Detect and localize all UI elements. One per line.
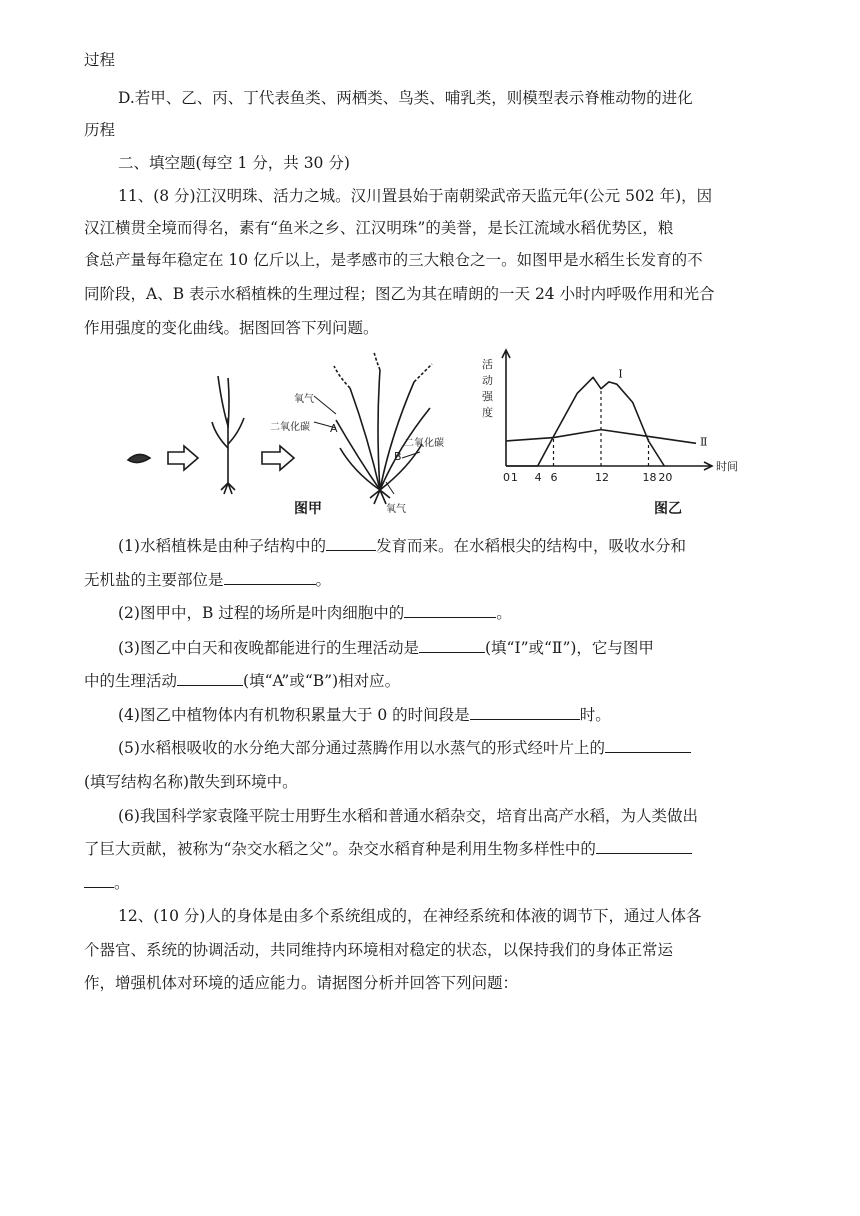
series-label-1: Ⅰ <box>618 367 623 381</box>
series-label-2: Ⅱ <box>700 435 708 449</box>
q11-item-5-cont: (填写结构名称)散失到环境中。 <box>84 773 298 791</box>
q12-stem-line: 12、(10 分)人的身体是由多个系统组成的，在神经系统和体液的调节下，通过人体各 <box>118 907 702 925</box>
q11-item-1-cont: 无机盐的主要部位是 。 <box>84 571 332 589</box>
q11-item-5: (5)水稻根吸收的水分绝大部分通过蒸腾作用以水蒸气的形式经叶片上的 <box>118 738 691 758</box>
label-process-b: B <box>394 450 402 463</box>
q11-stem-line: 同阶段，A、B 表示水稻植株的生理过程；图乙为其在晴朗的一天 24 小时内呼吸作用和光合 <box>84 285 715 303</box>
seed-icon <box>128 454 150 462</box>
x-tick-label: 20 <box>658 471 673 484</box>
q11-stem-line: 11、(8 分)江汉明珠、活力之城。汉川置县始于南朝梁武帝天监元年(公元 502 年)，因 <box>118 187 713 205</box>
arrow-right-icon <box>262 446 294 470</box>
label-co2-left: 二氧化碳 <box>270 422 310 433</box>
q11-figure <box>118 348 738 520</box>
x-axis-label: 时间 <box>716 460 738 473</box>
q11-item-4: (4)图乙中植物体内有机物积累量大于 0 的时间段是 时。 <box>118 706 611 724</box>
series-line-1 <box>506 377 664 466</box>
figure-svg <box>118 348 738 520</box>
q11-item-6-tail: 。 <box>84 873 130 893</box>
figure-yi-chart <box>482 350 738 484</box>
q11-item-3-cont: 中的生理活动 (填“A”或“B”)相对应。 <box>84 672 401 690</box>
answer-blank[interactable] <box>419 638 485 653</box>
seedling-icon <box>212 376 244 494</box>
label-co2-right: 二氧化碳 <box>404 438 444 449</box>
q11-stem-line: 食总产量每年稳定在 10 亿斤以上，是孝感市的三大粮仓之一。如图甲是水稻生长发育的不 <box>84 251 703 269</box>
x-tick-label: 0 <box>503 471 510 484</box>
y-axis-label-char: 强 <box>482 390 493 403</box>
figure-jia <box>128 352 444 515</box>
q11-item-6-cont: 了巨大贡献，被称为“杂交水稻之父”。杂交水稻育种是利用生物多样性中的 <box>84 839 692 859</box>
figure-yi-caption: 图乙 <box>654 501 682 517</box>
answer-blank[interactable] <box>326 536 376 551</box>
x-tick-label: 18 <box>642 471 657 484</box>
answer-blank[interactable] <box>605 738 691 753</box>
q11-item-6: (6)我国科学家袁隆平院士用野生水稻和普通水稻杂交，培育出高产水稻，为人类做出 <box>118 807 698 825</box>
q11-stem-line: 汉江横贯全境而得名，素有“鱼米之乡、江汉明珠”的美誉，是长江流域水稻优势区，粮 <box>84 219 674 237</box>
answer-blank[interactable] <box>596 839 692 854</box>
section-title-fill-in: 二、填空题(每空 1 分，共 30 分) <box>118 154 350 172</box>
x-tick-label: 6 <box>550 471 558 484</box>
figure-jia-caption: 图甲 <box>294 501 322 517</box>
q12-stem-line: 作，增强机体对环境的适应能力。请据图分析并回答下列问题： <box>84 974 519 992</box>
q11-item-1: (1)水稻植株是由种子结构中的 发育而来。在水稻根尖的结构中，吸收水分和 <box>118 537 686 555</box>
label-oxygen-top: 氧气 <box>294 394 314 405</box>
y-axis-label-char: 度 <box>482 406 493 419</box>
x-tick-label: 12 <box>595 471 609 484</box>
label-process-a: A <box>330 422 338 435</box>
option-d-line2: 历程 <box>84 121 116 139</box>
q12-stem-line: 个器官、系统的协调活动，共同维持内环境相对稳定的状态，以保持我们的身体正常运 <box>84 941 674 959</box>
option-c-tail: 过程 <box>84 51 116 69</box>
q11-item-3: (3)图乙中白天和夜晚都能进行的生理活动是 (填“Ⅰ”或“Ⅱ”)，它与图甲 <box>118 639 654 657</box>
y-axis-label-char: 动 <box>482 374 493 387</box>
answer-blank[interactable] <box>177 671 243 686</box>
label-oxygen-bottom: 氧气 <box>386 504 406 515</box>
x-tick-label: 4 <box>534 471 542 484</box>
x-tick-label: 1 <box>510 471 518 484</box>
y-axis-label-char: 活 <box>482 358 493 371</box>
q11-stem-line: 作用强度的变化曲线。据图回答下列问题。 <box>84 319 379 337</box>
q11-item-2: (2)图甲中，B 过程的场所是叶肉细胞中的 。 <box>118 604 512 622</box>
answer-blank[interactable] <box>470 705 580 720</box>
answer-blank[interactable] <box>224 570 316 585</box>
answer-blank[interactable] <box>404 603 496 618</box>
answer-blank[interactable] <box>84 873 114 888</box>
arrow-right-icon <box>168 446 198 470</box>
option-d-line1: D.若甲、乙、丙、丁代表鱼类、两栖类、鸟类、哺乳类，则模型表示脊椎动物的进化 <box>118 89 693 107</box>
